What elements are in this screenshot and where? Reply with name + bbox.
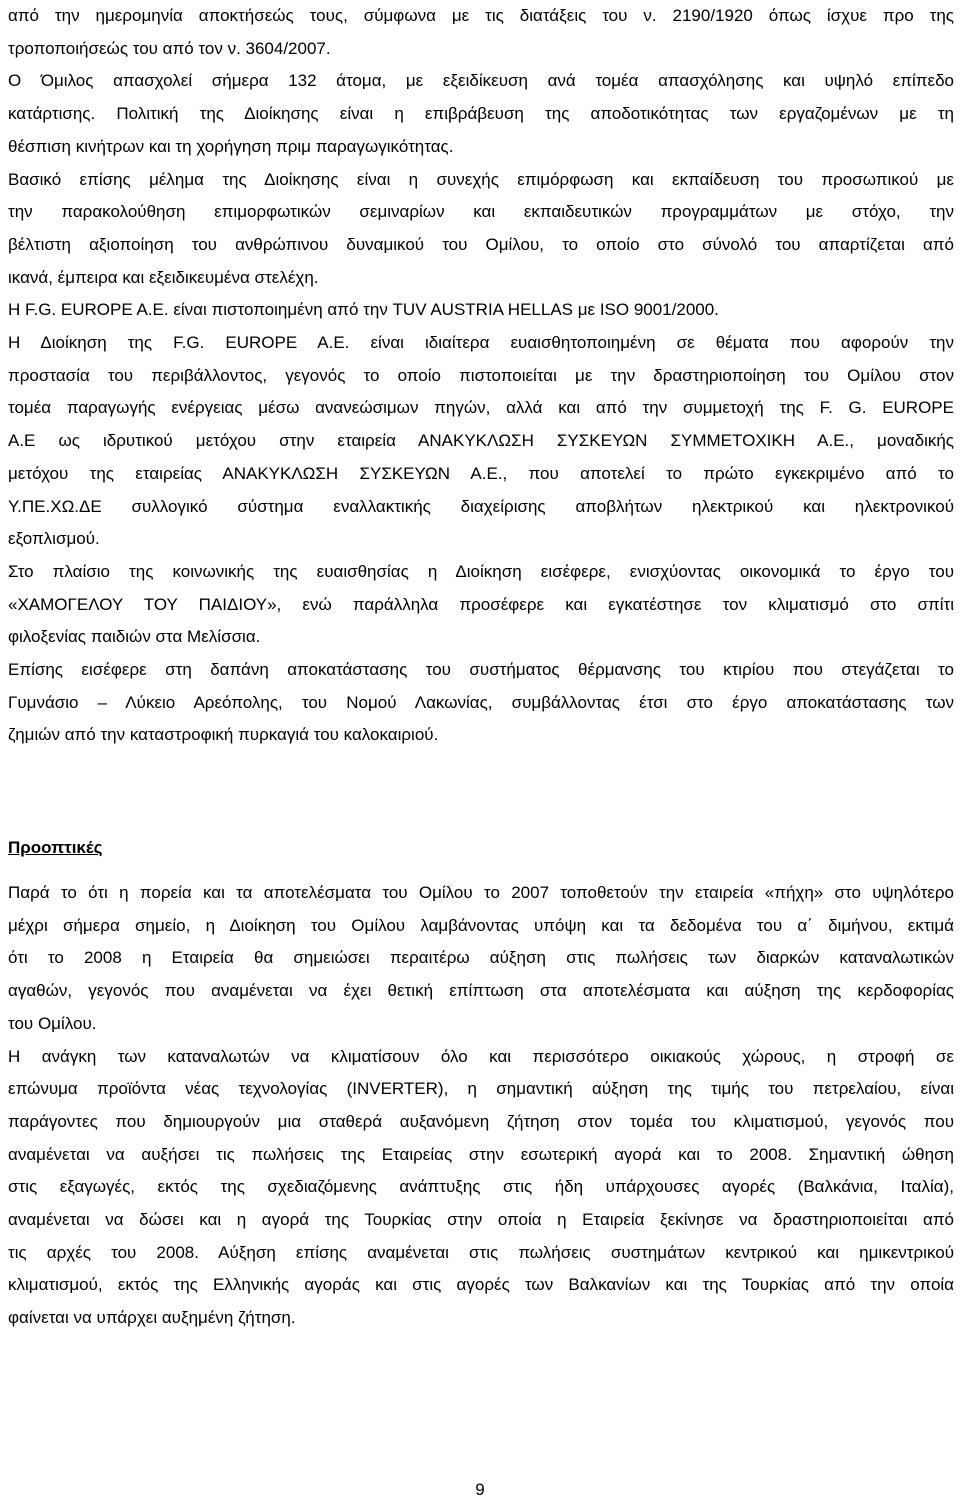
text-line: αναμένεται να δώσει και η αγορά της Τουρκίας στην οποία η Εταιρεία ξεκίνησε να δραστηριοποιείται από — [8, 1210, 954, 1229]
text-line: Η ανάγκη των καταναλωτών να κλιματίσουν όλο και περισσότερο οικιακούς χώρους, η στροφή σε — [8, 1046, 954, 1066]
text-line: μέχρι σήμερα σημείο, η Διοίκηση του Ομίλου λαμβάνοντας υπόψη και τα δεδομένα του α΄ διμήνου, εκτιμά — [8, 915, 954, 935]
text-line: κατάρτισης. Πολιτική της Διοίκησης είναι η επιβράβευση της αποδοτικότητας των εργαζομένων με τη — [8, 104, 954, 124]
text-line: βέλτιστη αξιοποίηση του ανθρώπινου δυναμικού του Ομίλου, το οποίο στο σύνολό του απαρτίζεται από — [8, 234, 954, 254]
text-line: ικανά, έμπειρα και εξειδικευμένα στελέχη. — [8, 267, 319, 287]
text-line: εξοπλισμού. — [8, 529, 100, 549]
text-line: θέσπιση κινήτρων και τη χορήγηση πριμ παραγωγικότητας. — [8, 136, 454, 156]
text-line: Υ.ΠΕ.ΧΩ.ΔΕ συλλογικό σύστημα εναλλακτικής διαχείρισης αποβλήτων ηλεκτρικού και ηλεκτρονικού — [8, 496, 954, 516]
text-line: Η F.G. EUROPE A.E. είναι πιστοποιημένη από την TUV AUSTRIA HELLAS με ISO 9001/2000. — [8, 300, 719, 320]
text-line: φαίνεται να υπάρχει αυξημένη ζήτηση. — [8, 1308, 296, 1328]
text-line: Στο πλαίσιο της κοινωνικής της ευαισθησίας η Διοίκηση εισέφερε, ενισχύοντας οικονομικά το έργο του — [8, 561, 954, 581]
text-line: από την ημερομηνία αποκτήσεώς τους, σύμφωνα με τις διατάξεις του ν. 2190/1920 όπως ίσχυε προ της — [8, 6, 954, 25]
text-line: την παρακολούθηση επιμορφωτικών σεμιναρίων και εκπαιδευτικών προγραμμάτων με στόχο, την — [8, 202, 954, 222]
text-line: κλιματισμού, εκτός της Ελληνικής αγοράς και στις αγορές των Βαλκανίων και της Τουρκίας από την οποία — [8, 1275, 954, 1295]
text-line: μετόχου της εταιρείας ΑΝΑΚΥΚΛΩΣΗ ΣΥΣΚΕΥΩΝ Α.Ε., που αποτελεί το πρώτο εγκεκριμένο από το — [8, 463, 954, 483]
text-line: προστασία του περιβάλλοντος, γεγονός το οποίο πιστοποιείται με την δραστηριοποίηση του Ομίλου στον — [8, 365, 954, 385]
section-heading: Προοπτικές — [8, 838, 103, 857]
text-line: Παρά το ότι η πορεία και τα αποτελέσματα του Ομίλου το 2007 τοποθετούν την εταιρεία «πήχη» στο υψηλότερο — [8, 883, 954, 902]
text-line: τις αρχές του 2008. Αύξηση επίσης αναμένεται στις πωλήσεις συστημάτων κεντρικού και ημικεντρικού — [8, 1242, 954, 1262]
text-line: αγαθών, γεγονός που αναμένεται να έχει θετική επίπτωση στα αποτελέσματα και αύξηση της κερδοφορίας — [8, 981, 954, 1001]
text-line: «ΧΑΜΟΓΕΛΟΥ ΤΟΥ ΠΑΙΔΙΟΥ», ενώ παράλληλα προσέφερε και εγκατέστησε τον κλιματισμό στο σπίτι — [8, 594, 954, 614]
text-line: Επίσης εισέφερε στη δαπάνη αποκατάστασης του συστήματος θέρμανσης του κτιρίου που στεγάζεται το — [8, 660, 954, 679]
text-line: Ο Όμιλος απασχολεί σήμερα 132 άτομα, με εξειδίκευση ανά τομέα απασχόλησης και υψηλό επίπεδο — [8, 71, 954, 91]
text-line: ζημιών από την καταστροφική πυρκαγιά του καλοκαιριού. — [8, 725, 439, 745]
text-line: ότι το 2008 η Εταιρεία θα σημειώσει περαιτέρω αύξηση στις πωλήσεις των διαρκών καταναλωτικών — [8, 948, 954, 968]
text-line: παράγοντες που δημιουργούν μια σταθερά αυξανόμενη ζήτηση στον τομέα του κλιματισμού, γεγονός που — [8, 1111, 954, 1131]
text-line: φιλοξενίας παιδιών στα Μελίσσια. — [8, 627, 261, 647]
text-line: τροποποιήσεώς του από τον ν. 3604/2007. — [8, 38, 331, 58]
text-line: του Ομίλου. — [8, 1013, 97, 1033]
page-number: 9 — [475, 1480, 485, 1499]
text-line: επώνυμα προϊόντα νέας τεχνολογίας (INVERTER), η σημαντική αύξηση της τιμής του πετρελαίου, είναι — [8, 1079, 954, 1099]
text-line: Η Διοίκηση της F.G. EUROPE A.E. είναι ιδιαίτερα ευαισθητοποιημένη σε θέματα που αφορούν την — [8, 333, 954, 352]
text-line: Βασικό επίσης μέλημα της Διοίκησης είναι η συνεχής επιμόρφωση και εκπαίδευση του προσωπικού με — [8, 169, 954, 189]
text-line: A.E ως ιδρυτικού μετόχου στην εταιρεία ΑΝΑΚΥΚΛΩΣΗ ΣΥΣΚΕΥΩΝ ΣΥΜΜΕΤΟΧΙΚΗ Α.Ε., μοναδικής — [8, 431, 954, 451]
text-line: Γυμνάσιο – Λύκειο Αρεόπολης, του Νομού Λακωνίας, συμβάλλοντας έτσι στο έργο αποκατάστασης των — [8, 692, 954, 712]
text-line: αναμένεται να αυξήσει τις πωλήσεις της Εταιρείας στην εσωτερική αγορά και το 2008. Σημαντική ώθηση — [8, 1144, 954, 1164]
text-line: τομέα παραγωγής ενέργειας μέσω ανανεώσιμων πηγών, αλλά και από την συμμετοχή της F. G. EUROPE — [8, 398, 954, 418]
text-line: στις εξαγωγές, εκτός της σχεδιαζόμενης ανάπτυξης στις ήδη υπάρχουσες αγορές (Βαλκάνια, Ιταλία), — [8, 1177, 954, 1197]
